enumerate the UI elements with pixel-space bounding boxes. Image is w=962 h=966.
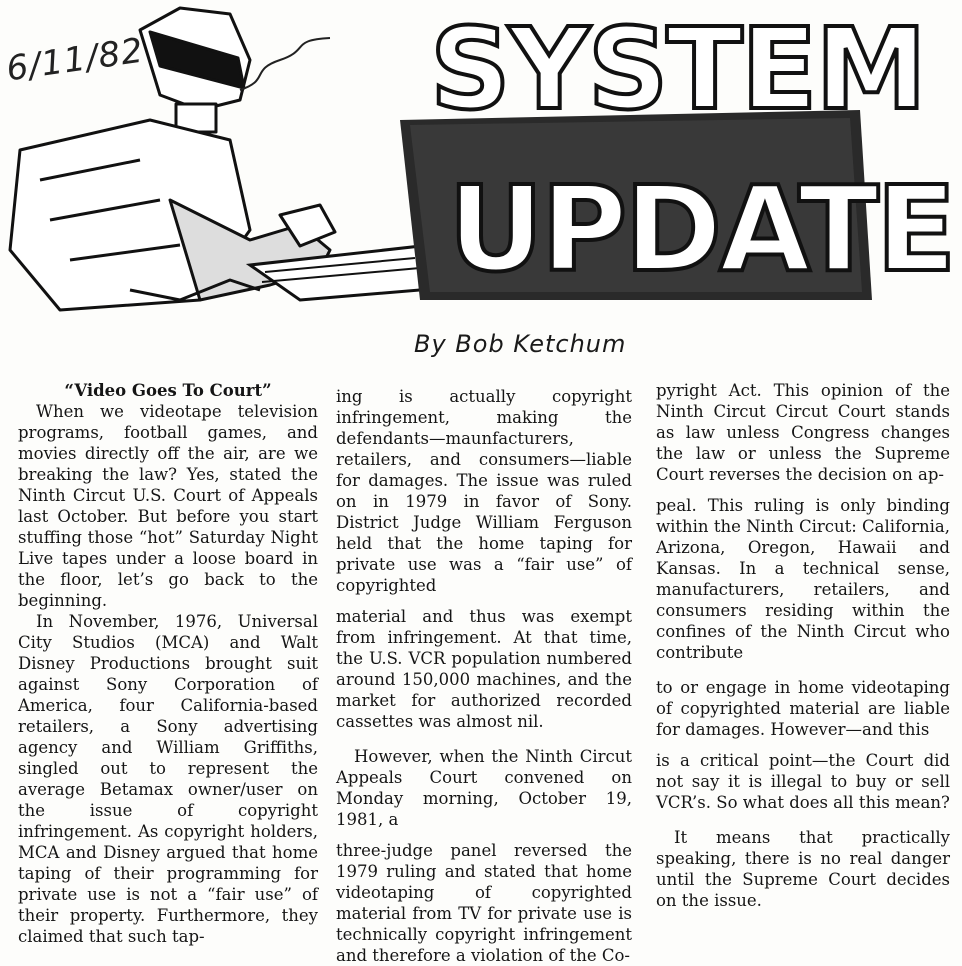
paragraph: It means that practically speaking, there is no real danger until the Supreme Court decides on the issue. (656, 828, 950, 910)
paragraph: to or engage in home videotaping of copyrighted material are liable for damages. However—and this (656, 678, 950, 739)
paragraph: peal. This ruling is only binding within the Ninth Circut: California, Arizona, Oregon, Hawaii and Kansas. In a technical sense, manufacturers, retailers, and consumers residing within the confines of the Ninth Circut who contribute (656, 496, 950, 662)
title-system: SYSTEM (430, 5, 925, 135)
paragraph: When we videotape television programs, football games, and movies directly off the air, are we breaking the law? Yes, stated the Ninth Circut U.S. Court of Appeals last October. But before you start stuffing those “hot” Saturday Night Live tapes under a loose board in the floor, let’s go back to the beginning. (18, 402, 318, 610)
handwritten-date: 6/11/82 (3, 30, 147, 90)
paragraph: However, when the Ninth Circut Appeals Court convened on Monday morning, October 19, 1981, a (336, 747, 632, 829)
byline: By Bob Ketchum (414, 330, 627, 358)
smoke-swirl (240, 38, 330, 90)
column-3 (656, 380, 950, 911)
paragraph: pyright Act. This opinion of the Ninth Circut Circut Court stands as law unless Congress changes the law or unless the Supreme Court reverses the decision on ap- (656, 381, 950, 484)
paragraph: is a critical point—the Court did not say it is illegal to buy or sell VCR’s. So what does all this mean? (656, 751, 950, 812)
title-update: UPDATE (448, 160, 954, 298)
article-headline: “Video Goes To Court” (64, 381, 272, 400)
paragraph: In November, 1976, Universal City Studios (MCA) and Walt Disney Productions brought suit against Sony Corporation of America, four California-based retailers, a Sony advertising agency and William Griffiths, singled out to represent the average Betamax owner/user on the issue of copyright infringement. As copyright holders, MCA and Disney argued that home taping of their programming for private use is not a “fair use” of their property. Furthermore, they claimed that such tap- (18, 612, 318, 946)
column-2 (336, 386, 632, 966)
column-1 (18, 380, 318, 947)
paragraph: three-judge panel reversed the 1979 ruling and stated that home videotaping of copyrighted material from TV for private use is technically copyright infringement and therefore a violation of the Co- (336, 841, 632, 965)
paragraph: material and thus was exempt from infringement. At that time, the U.S. VCR population numbered around 150,000 machines, and the market for authorized recorded cassettes was almost nil. (336, 607, 632, 731)
header-illustration (0, 0, 962, 352)
paragraph: ing is actually copyright infringement, making the defendants—maunfacturers, retailers, and consumers—liable for damages. The issue was ruled on in 1979 in favor of Sony. District Judge William Ferguson held that the home taping for private use was a “fair use” of copyrighted (336, 387, 632, 595)
